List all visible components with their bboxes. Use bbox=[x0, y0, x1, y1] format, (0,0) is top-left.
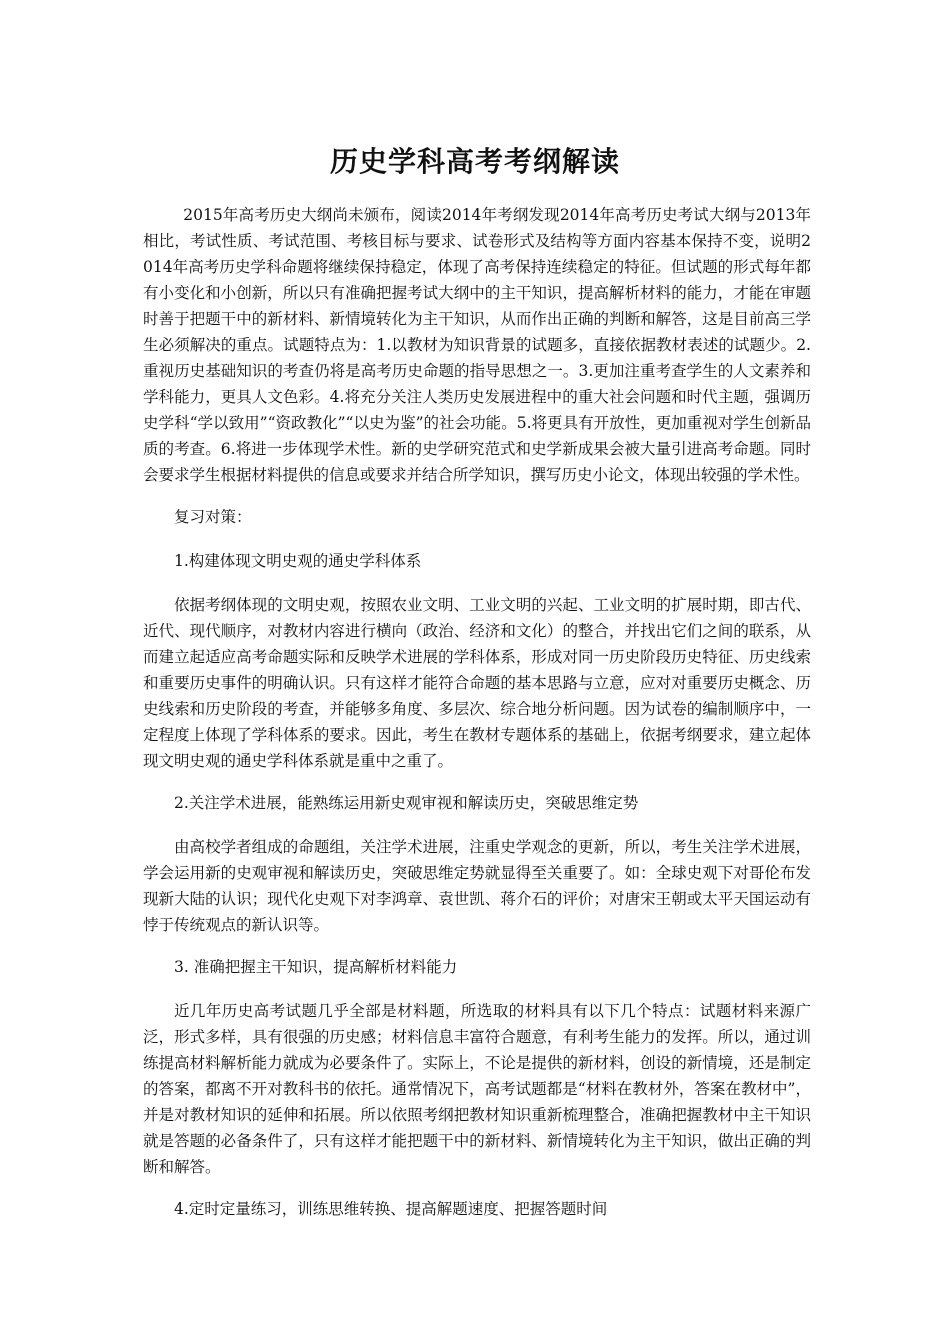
review-heading: 复习对策： bbox=[174, 508, 252, 526]
section-4-heading: 4.定时定量练习，训练思维转换、提高解题速度、把握答题时间 bbox=[174, 1200, 608, 1218]
document-title: 历史学科高考考纲解读 bbox=[329, 145, 620, 178]
section-2-body: 由高校学者组成的命题组，关注学术进展，注重史学观念的更新，所以，考生关注学术进展，学会运用新的史观审视和解读历史，突破思维定势就显得至关重要了。如：全球史观下对哥伦布发现新大陆的认识；现代化史观下对李鸿章、袁世凯、蒋介石的评价；对唐宋王朝或太平天国运动有悖于传统观点的新认识等。 bbox=[143, 838, 811, 934]
section-3-heading: 3. 准确把握主干知识，提高解析材料能力 bbox=[174, 958, 458, 976]
intro-paragraph: 2015年高考历史大纲尚未颁布，阅读2014年考纲发现2014年高考历史考试大纲与2013年相比，考试性质、考试范围、考核目标与要求、试卷形式及结构等方面内容基本保持不变，说明2014年高考历史学科命题将继续保持稳定，体现了高考保持连续稳定的特征。但试题的形式每年都有小变化和小创新，所以只有准确把握考试大纲中的主干知识，提高解析材料的能力，才能在审题时善于把题干中的新材料、新情境转化为主干知识，从而作出正确的判断和解答，这是目前高三学生必须解决的重点。试题特点为：1.以教材为知识背景的试题多，直接依据教材表述的试题少。2.重视历史基础知识的考查仍将是高考历史命题的指导思想之一。3.更加注重考查学生的人文素养和学科能力，更具人文色彩。4.将充分关注人类历史发展进程中的重大社会问题和时代主题，强调历史学科“学以致用”“资政教化”“以史为鉴”的社会功能。5.将更具有开放性，更加重视对学生创新品质的考查。6.将进一步体现学术性。新的史学研究范式和史学新成果会被大量引进高考命题。同时会要求学生根据材料提供的信息或要求并结合所学知识，撰写历史小论文，体现出较强的学术性。 bbox=[143, 206, 811, 484]
section-3-body: 近几年历史高考试题几乎全部是材料题，所选取的材料具有以下几个特点：试题材料来源广泛，形式多样，具有很强的历史感；材料信息丰富符合题意，有利考生能力的发挥。所以，通过训练提高材料解析能力就成为必要条件了。实际上，不论是提供的新材料，创设的新情境，还是制定的答案，都离不开对教科书的依托。通常情况下，高考试题都是“材料在教材外，答案在教材中”，并是对教材知识的延伸和拓展。所以依照考纲把教材知识重新梳理整合，准确把握教材中主干知识就是答题的必备条件了，只有这样才能把题干中的新材料、新情境转化为主干知识，做出正确的判断和解答。 bbox=[143, 1002, 811, 1176]
document-body bbox=[143, 202, 811, 1240]
section-1-body: 依据考纲体现的文明史观，按照农业文明、工业文明的兴起、工业文明的扩展时期，即古代、近代、现代顺序，对教材内容进行横向（政治、经济和文化）的整合，并找出它们之间的联系，从而建立起适应高考命题实际和反映学术进展的学科体系，形成对同一历史阶段历史特征、历史线索和重要历史事件的明确认识。只有这样才能符合命题的基本思路与立意，应对对重要历史概念、历史线索和历史阶段的考查，并能够多角度、多层次、综合地分析问题。因为试卷的编制顺序中，一定程度上体现了学科体系的要求。因此，考生在教材专题体系的基础上，依据考纲要求，建立起体现文明史观的通史学科体系就是重中之重了。 bbox=[143, 596, 811, 770]
section-1-heading: 1.构建体现文明史观的通史学科体系 bbox=[174, 552, 422, 570]
section-2-heading: 2.关注学术进展，能熟练运用新史观审视和解读历史，突破思维定势 bbox=[174, 794, 639, 812]
